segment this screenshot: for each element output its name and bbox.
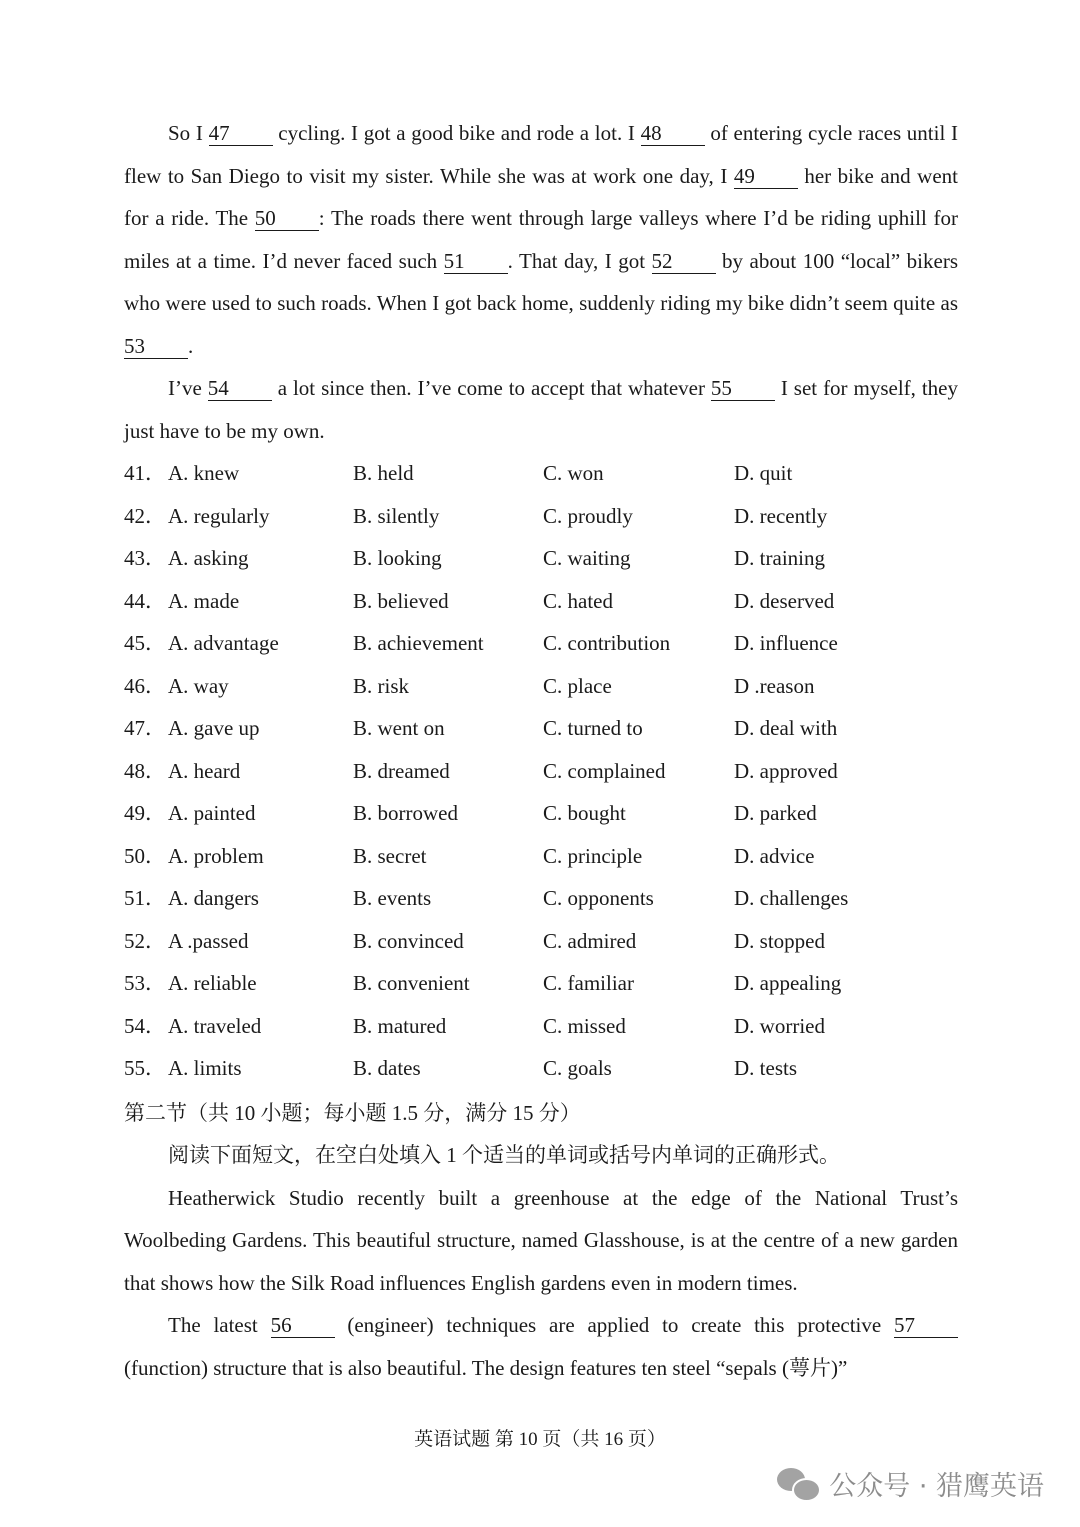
option-d: D. tests	[734, 1056, 797, 1080]
passage-paragraph-2	[124, 367, 958, 452]
option-c: C. missed	[543, 1013, 626, 1038]
option-d: D. deserved	[734, 588, 835, 613]
option-d: D. worried	[734, 1013, 825, 1038]
passage-text: cycling. I got a good bike and rode a lot. I	[272, 121, 641, 145]
option-d: D. training	[734, 546, 825, 570]
option-a: A. reliable	[168, 971, 257, 995]
option-d: D. influence	[734, 631, 838, 655]
option-b: B. held	[353, 461, 414, 485]
option-d: D. quit	[734, 461, 793, 485]
passage-text: her bike and went for a ride. The	[124, 163, 958, 230]
question-number: 51．	[124, 886, 166, 910]
option-b: B. convinced	[353, 928, 464, 953]
option-c: C. place	[543, 673, 612, 698]
question-number: 48．	[124, 758, 166, 783]
option-c: C. contribution	[543, 631, 671, 655]
option-row	[124, 792, 958, 835]
option-row	[124, 1047, 958, 1090]
option-a: A. knew	[168, 461, 240, 485]
option-b: B. secret	[353, 843, 427, 868]
question-number: 55．	[124, 1056, 166, 1080]
option-b: B. events	[353, 886, 432, 910]
blank-56: 56	[271, 1313, 335, 1338]
option-d: D. advice	[734, 843, 815, 868]
blank-52: 52	[652, 249, 716, 274]
option-b: B. dates	[353, 1056, 421, 1080]
blank-53: 53	[124, 334, 188, 359]
option-a: A. asking	[168, 546, 249, 570]
option-c: C. hated	[543, 588, 613, 613]
option-a: A. painted	[168, 801, 256, 825]
option-row	[124, 920, 958, 963]
option-row	[124, 665, 958, 708]
option-a: A. made	[168, 588, 240, 613]
blank-48: 48	[641, 121, 705, 146]
option-b: B. dreamed	[353, 758, 450, 783]
option-c: C. turned to	[543, 716, 643, 740]
option-row	[124, 495, 958, 538]
option-c: C. principle	[543, 843, 643, 868]
option-row	[124, 707, 958, 750]
option-d: D .reason	[734, 673, 815, 698]
option-row	[124, 537, 958, 580]
page-footer: 英语试题 第 10 页（共 16 页）	[414, 1429, 666, 1450]
exam-page	[124, 112, 958, 1389]
passage-text: . That day, I got	[507, 248, 652, 273]
passage-paragraph-1	[124, 112, 958, 367]
option-a: A. dangers	[168, 886, 259, 910]
answer-options-table	[124, 452, 958, 1090]
option-b: B. looking	[353, 546, 442, 570]
question-number: 54．	[124, 1013, 166, 1038]
question-number: 41．	[124, 461, 166, 485]
question-number: 53．	[124, 971, 166, 995]
blank-57: 57	[894, 1313, 958, 1338]
option-row	[124, 580, 958, 623]
option-c: C. admired	[543, 928, 637, 953]
option-c: C. familiar	[543, 971, 634, 995]
option-a: A. traveled	[168, 1013, 262, 1038]
grammar-passage-paragraph-2	[124, 1304, 958, 1389]
option-d: D. appealing	[734, 971, 842, 995]
question-number: 50．	[124, 843, 166, 868]
option-row	[124, 452, 958, 495]
option-row	[124, 962, 958, 1005]
passage-text: a lot since then. I’ve come to accept that whatever	[271, 376, 711, 400]
blank-49: 49	[734, 164, 798, 189]
passage-text: by about 100 “local” bikers who were used to such roads. When I got back home, suddenly riding my bike didn’t seem quite as	[124, 248, 958, 315]
option-a: A .passed	[168, 928, 249, 953]
section-2-heading: 第二节（共 10 小题；每小题 1.5 分，满分 15 分）	[124, 1100, 581, 1125]
wechat-icon	[777, 1466, 819, 1502]
section-2-instruction: 阅读下面短文，在空白处填入 1 个适当的单词或括号内单词的正确形式。	[168, 1143, 840, 1167]
option-row	[124, 750, 958, 793]
grammar-passage-paragraph-1: Heatherwick Studio recently built a greenhouse at the edge of the National Trust’s Woolbeding Gardens. This beautiful structure, named Glasshouse, is at the centre of a new garden that shows how the Silk Road influences English gardens even in modern times.	[124, 1185, 958, 1295]
blank-54: 54	[208, 376, 272, 401]
question-number: 43．	[124, 546, 166, 570]
option-d: D. parked	[734, 801, 817, 825]
option-c: C. waiting	[543, 546, 631, 570]
passage-text: So I	[168, 121, 209, 145]
option-c: C. bought	[543, 801, 626, 825]
passage-text: The latest	[168, 1313, 271, 1337]
option-a: A. limits	[168, 1056, 242, 1080]
option-b: B. achievement	[353, 631, 484, 655]
watermark	[777, 1464, 1044, 1503]
option-b: B. matured	[353, 1013, 447, 1038]
option-d: D. deal with	[734, 716, 838, 740]
option-row	[124, 622, 958, 665]
option-b: B. believed	[353, 588, 449, 613]
passage-text: (engineer) techniques are applied to create this protective	[334, 1313, 894, 1337]
option-a: A. regularly	[168, 503, 270, 528]
question-number: 44．	[124, 588, 166, 613]
option-c: C. won	[543, 461, 604, 485]
option-b: B. silently	[353, 503, 440, 528]
option-b: B. risk	[353, 673, 410, 698]
option-c: C. complained	[543, 758, 666, 783]
blank-50: 50	[255, 206, 319, 231]
option-b: B. convenient	[353, 971, 470, 995]
option-d: D. recently	[734, 503, 828, 528]
option-d: D. approved	[734, 758, 838, 783]
blank-51: 51	[444, 249, 508, 274]
option-row	[124, 835, 958, 878]
passage-text: I’ve	[168, 376, 208, 400]
watermark-text: 公众号 · 猎鹰英语	[829, 1471, 1044, 1502]
question-number: 49．	[124, 801, 166, 825]
option-d: D. stopped	[734, 928, 825, 953]
question-number: 46．	[124, 673, 166, 698]
option-a: A. way	[168, 673, 229, 698]
option-row	[124, 1005, 958, 1048]
passage-text: : The roads there went through large valleys where I’d be riding uphill for miles at a time. I’d never faced such	[124, 206, 958, 273]
blank-55: 55	[711, 376, 775, 401]
option-a: A. gave up	[168, 716, 260, 740]
question-number: 47．	[124, 716, 166, 740]
passage-text: (function) structure that is also beautiful. The design features ten steel “sepals (萼片)”	[124, 1355, 848, 1380]
question-number: 45．	[124, 631, 166, 655]
option-c: C. proudly	[543, 503, 633, 528]
blank-47: 47	[209, 121, 273, 146]
passage-text: .	[188, 333, 194, 358]
question-number: 52．	[124, 928, 166, 953]
option-row	[124, 877, 958, 920]
option-d: D. challenges	[734, 886, 849, 910]
question-number: 42．	[124, 503, 166, 528]
option-a: A. heard	[168, 758, 241, 783]
passage-text: of entering cycle races until I flew to San Diego to visit my sister. While she was at work one day, I	[124, 121, 959, 188]
option-a: A. advantage	[168, 631, 279, 655]
option-b: B. borrowed	[353, 801, 458, 825]
option-c: C. goals	[543, 1056, 612, 1080]
option-a: A. problem	[168, 843, 264, 868]
passage-text: I set for myself, they just have to be my own.	[124, 376, 959, 443]
option-b: B. went on	[353, 716, 445, 740]
option-c: C. opponents	[543, 886, 654, 910]
